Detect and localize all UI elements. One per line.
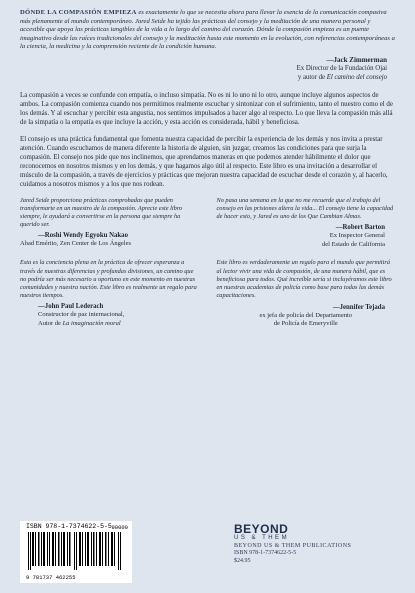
quote-attribution [217, 223, 396, 249]
intro-lead: DÓNDE LA COMPASIÓN EMPIEZA [20, 9, 137, 16]
publisher-isbn: ISBN 978-1-7374622-5-5 [234, 550, 297, 556]
quotes-row [20, 259, 395, 328]
intro-quote [20, 9, 395, 52]
barcode [20, 521, 132, 583]
quote-role: del Estado de California [322, 240, 385, 248]
quote-role: ex jefa de policía del Departamento [259, 311, 353, 319]
quote-name: —Jennifer Tejada [332, 303, 385, 311]
quote-role: Ex Inspector General [329, 232, 385, 240]
quote-role [20, 320, 199, 328]
quote-role: Constructor de paz internacional, [38, 311, 125, 319]
quote-role: Abad Emérito, Zen Center de Los Ángeles [20, 240, 132, 248]
book-title: El camino del consejo [326, 73, 387, 81]
quote-name: —Roshi Wendy Egyoku Nakao [38, 231, 128, 239]
publisher-logo: BEYOND [234, 522, 289, 536]
quotes-row [20, 197, 395, 250]
publisher-name: BEYOND US & THEM PUBLICATIONS [234, 543, 352, 549]
quote-attribution [217, 303, 396, 312]
attribution-name: —Jack Zimmerman [326, 55, 387, 64]
barcode-digits: 9 781737 462255 [26, 574, 76, 581]
barcode-price-code: 90000 [111, 524, 128, 531]
quote-role: de Policía de Emeryville [273, 320, 338, 328]
quote-text: Jared Seide proporciona prácticas comprobadas que pueden transformarte en un maestro de la compasión. Aprecie este libro siempre, le ayudará a convertirse en la persona que siempre ha querido ser. [20, 196, 183, 229]
attribution-role [20, 74, 387, 83]
quote-role-prefix: Autor de [38, 319, 63, 327]
quote-text: No pasa una semana en la que no me recuerde que el trabajo del consejo en las prisiones altera la vida... El consejo tiene la capacidad de hacer esto, y Jared es uno de los Que Cambian Almas. [216, 196, 394, 221]
quote-barton [217, 197, 396, 250]
publisher-block [234, 521, 351, 583]
barcode-isbn: ISBN 978-1-7374622-5-5 [26, 523, 112, 530]
book-title: La imaginación moral [62, 319, 121, 327]
attribution-role-prefix: y autor de [297, 73, 327, 81]
quote-attribution-roles [217, 312, 396, 329]
intro-text: es exactamente lo que se necesita ahora para llevar la esencia de la comunicación compasiva más plenamente al mundo contemporáneo. Jared Seide ha tejido las prácticas del consejo y la meditación de una manera personal y accesible que apoya las prácticas tangibles de la vida a lo largo del camino del corazón. Dónde la compasión empieza es un puente imaginativo desde las raíces tradicionales del consejo y la meditación hasta este momento en la evolución, con referencias contemporáneas a la ciencia, la medicina y la comprensión reciente de la condición humana. [20, 9, 395, 51]
quote-name: —John Paul Lederach [38, 302, 104, 310]
quote-text: Esta es la conciencia plena en la práctica de ofrecer esperanza a través de nuestras diferencias y profundas divisiones, un camino que no podría ser más necesario u oportuno en este momento en nuestras comunidades y nuestra nación. Este libro es realmente un regalo para nuestros tiempos. [20, 259, 197, 300]
quote-name: —Robert Barton [335, 224, 385, 232]
body-paragraph: El consejo es una práctica fundamental que fomenta nuestra capacidad de percibir la experiencia de los demás y nos invita a prestar atención. Cuando escuchamos de manera diferente la historia de alguien, sin juzgar, creamos las condiciones para que surja la compasión. El consejo nos pide que nos inclinemos, que aprendamos maneras en que podemos atender hábilmente el dolor que reconocemos en nosotros mismos y en los demás, y que hagamos algo útil al respecto. Este libro es una invitación a desarrollar el músculo de la compasión, a través de ejercicios y prácticas que mejoran nuestra capacidad de escuchar desde el corazón y, al hacerlo, cuidamos a nosotros mismos y a los que nos rodean. [20, 135, 388, 188]
book-price: $24.95 [234, 558, 251, 564]
attribution-role: Ex Director de la Fundación Ojai [296, 64, 387, 72]
publisher-logo-sub: US & THEM [234, 535, 290, 541]
quote-tejada [217, 259, 396, 328]
intro-attribution [20, 56, 395, 83]
quote-lederach [20, 259, 199, 328]
quote-text: Este libro es verdaderamente un regalo para el mundo que permitirá al lector vivir una vida de compasión, de una manera hábil, que es beneficiosa para todos. Qué increíble sería si incluyéramos este libro en nuestras academias de policía como base para todas las demás capacitaciones. [216, 259, 392, 300]
cover-footer [20, 521, 395, 583]
body-paragraph: La compasión a veces se confunde con empatía, o incluso simpatía. No es ni lo uno ni lo otro, aunque incluye algunos aspectos de ambos. La compasión comienza cuando nos permitimos realmente escuchar y sintonizar con el sufrimiento, tanto el nuestro como el de los demás. Y al escuchar y percibir esta angustia, nos sentimos impulsados a hacer algo al respecto. Lo que lleva la compasión más allá de la simpatía o la empatía es que incluye la acción, y esta acción es considerada, hábil y beneficiosa. [20, 91, 393, 126]
barcode-bars [28, 532, 124, 570]
quote-nakao [20, 197, 199, 250]
